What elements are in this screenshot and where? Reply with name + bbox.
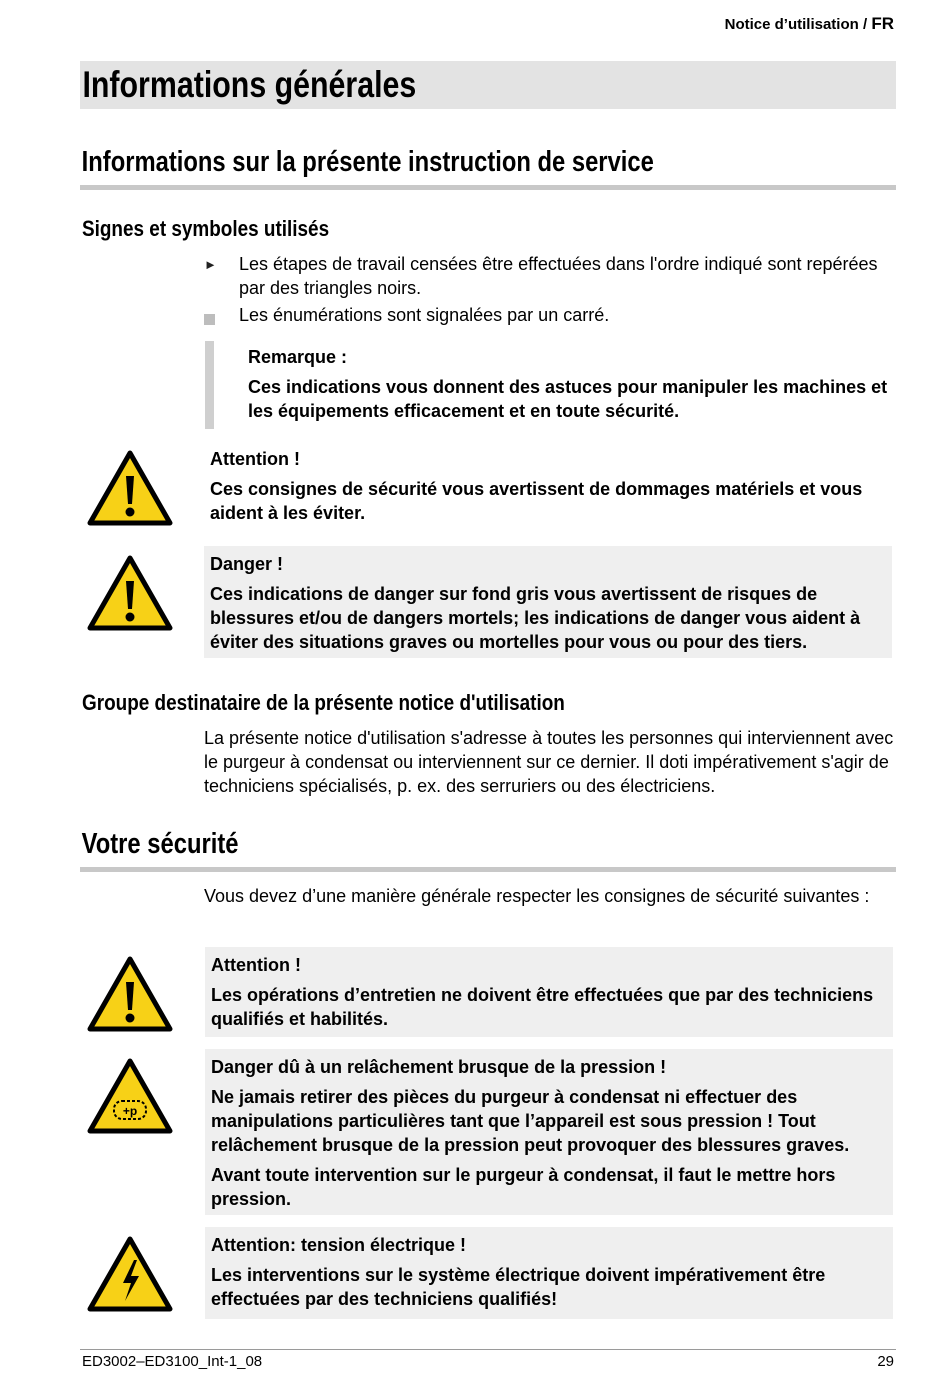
danger-notice <box>204 546 892 658</box>
warning-text: Ne jamais retirer des pièces du purgeur à condensat ni effectuer des manipulations particulières tant que l’appareil est sous pression ! Tout relâchement brusque de la pression peut provoquer des blessures graves. <box>211 1087 850 1155</box>
list-item <box>204 303 894 333</box>
running-head <box>725 14 894 34</box>
pressure-symbol: +p <box>122 1104 138 1118</box>
warning-exclamation-icon <box>87 956 173 1032</box>
warning-title: Danger dû à un relâchement brusque de la pression ! <box>211 1057 667 1077</box>
remark-box <box>205 341 895 429</box>
section-heading-text: Informations sur la présente instruction de service <box>81 146 654 178</box>
attention-text: Ces consignes de sécurité vous avertissent de dommages matériels et vous aident à les éviter. <box>210 479 863 523</box>
header-separator: / <box>858 16 872 33</box>
electric-warning <box>205 1227 893 1319</box>
warning-text: Les opérations d’entretien ne doivent être effectuées que par des techniciens qualifiés et habilités. <box>211 985 874 1029</box>
danger-text: Ces indications de danger sur fond gris vous avertissent de risques de blessures et/ou de dangers mortels; les indications de danger vous aident à éviter des situations graves ou mortelles pour vous ou pour des tiers. <box>210 584 861 652</box>
warning-exclamation-icon <box>87 555 173 631</box>
remark-title: Remarque : <box>248 347 348 367</box>
audience-paragraph: La présente notice d'utilisation s'adresse à toutes les personnes qui interviennent avec le purgeur à condensat ou interviennent sur ce dernier. Il doti impérativement s'agir de techniciens spécialisés, p. ex. des serruriers ou des électriciens. <box>204 728 894 796</box>
section-heading-instructions <box>80 146 896 190</box>
subheading-audience: Groupe destinataire de la présente notice d'utilisation <box>82 690 565 715</box>
warning-exclamation-icon <box>87 450 173 526</box>
bullet-list <box>204 252 894 336</box>
list-item-text: Les étapes de travail censées être effectuées dans l'ordre indiqué sont repérées par des triangles noirs. <box>239 254 878 298</box>
doc-type: Notice d’utilisation <box>724 16 859 33</box>
page-title-bar <box>80 61 896 109</box>
subheading-signs: Signes et symboles utilisés <box>82 216 330 241</box>
warning-title: Attention: tension électrique ! <box>211 1235 467 1255</box>
danger-title: Danger ! <box>210 554 284 574</box>
list-item-text: Les énumérations sont signalées par un carré. <box>239 305 610 325</box>
maintenance-warning <box>205 947 893 1037</box>
triangle-bullet-icon: ► <box>204 257 217 272</box>
square-bullet-icon <box>204 303 239 333</box>
page-number: 29 <box>877 1353 894 1370</box>
list-item <box>204 252 894 300</box>
language-code: FR <box>871 14 894 33</box>
electric-voltage-icon <box>87 1236 173 1312</box>
attention-notice <box>204 441 892 531</box>
warning-text-2: Avant toute intervention sur le purgeur à condensat, il faut le mettre hors pression. <box>211 1165 836 1209</box>
page-title: Informations générales <box>82 64 417 105</box>
footer-doc-id: ED3002–ED3100_Int-1_08 <box>82 1353 263 1370</box>
warning-text: Les interventions sur le système électrique doivent impérativement être effectuées par des techniciens qualifiés! <box>211 1265 826 1309</box>
pressure-danger-notice <box>205 1049 893 1215</box>
section-heading-text: Votre sécurité <box>81 828 239 860</box>
footer-rule <box>80 1349 896 1350</box>
pressure-warning-icon <box>87 1058 173 1134</box>
section-heading-safety <box>80 828 896 872</box>
attention-title: Attention ! <box>210 449 300 469</box>
warning-title: Attention ! <box>211 955 301 975</box>
safety-intro: Vous devez d’une manière générale respecter les consignes de sécurité suivantes : <box>204 886 870 906</box>
remark-text: Ces indications vous donnent des astuces pour manipuler les machines et les équipements efficacement et en toute sécurité. <box>248 377 888 421</box>
